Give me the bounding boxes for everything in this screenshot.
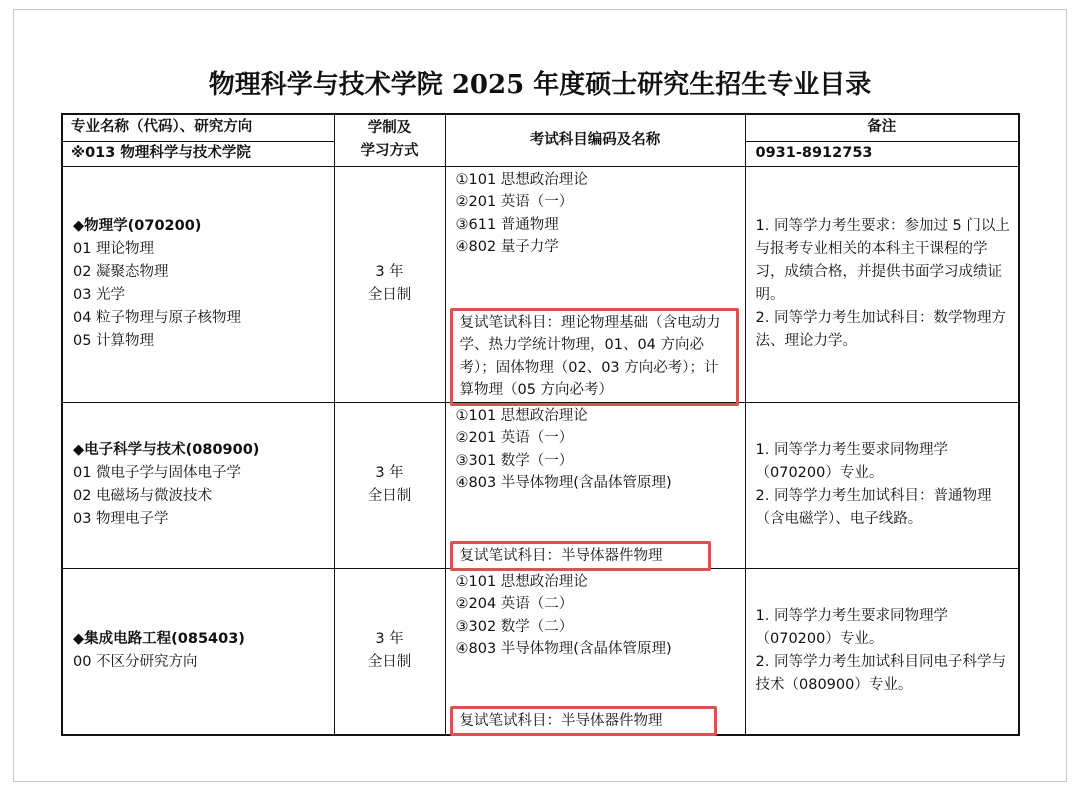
exam-subject: ①101 思想政治理论 bbox=[455, 171, 588, 188]
retest-subject-highlight: 复试笔试科目：理论物理基础（含电动力学、热力学统计物理，01、04 方向必考）；固体物理（02、03 方向必考）；计算物理（05 方向必考） bbox=[450, 308, 739, 406]
note-item: 1. 同等学力考生要求同物理学（070200）专业。 bbox=[755, 442, 948, 481]
notes-cell bbox=[745, 166, 1019, 402]
direction-item: 05 计算物理 bbox=[73, 333, 155, 349]
program-row bbox=[62, 402, 1019, 568]
header-study-line2: 学习方式 bbox=[360, 143, 419, 160]
study-mode: 全日制 bbox=[367, 488, 412, 504]
direction-item: 01 微电子学与固体电子学 bbox=[73, 465, 242, 481]
header-study-line1: 学制及 bbox=[367, 120, 412, 137]
school-name: ※013 物理科学与技术学院 bbox=[62, 141, 334, 166]
program-row bbox=[62, 568, 1019, 735]
exam-list bbox=[446, 569, 745, 661]
major-name: ◆集成电路工程(085403) bbox=[73, 631, 245, 648]
exam-list bbox=[446, 167, 745, 259]
direction-item: 02 电磁场与微波技术 bbox=[73, 488, 213, 504]
direction-item: 04 粒子物理与原子核物理 bbox=[73, 310, 242, 326]
exam-subject: ②201 英语（一） bbox=[455, 194, 574, 210]
exam-subject: ④803 半导体物理(含晶体管原理) bbox=[455, 475, 672, 491]
study-duration: 3 年 bbox=[375, 264, 404, 280]
exam-subject: ④803 半导体物理(含晶体管原理) bbox=[455, 641, 672, 657]
study-cell bbox=[334, 568, 445, 735]
direction-item: 02 凝聚态物理 bbox=[73, 264, 169, 280]
exam-subject: ③301 数学（一） bbox=[455, 452, 574, 469]
exam-cell bbox=[445, 568, 745, 735]
header-notes-column: 备注 bbox=[745, 114, 1019, 141]
major-name: ◆物理学(070200) bbox=[73, 218, 202, 234]
header-major-column: 专业名称（代码）、研究方向 bbox=[62, 114, 334, 141]
exam-cell bbox=[445, 402, 745, 568]
header-exam-column: 考试科目编码及名称 bbox=[445, 114, 745, 166]
major-cell bbox=[62, 402, 334, 568]
study-mode: 全日制 bbox=[367, 654, 412, 671]
study-duration: 3 年 bbox=[375, 465, 404, 481]
retest-subject-highlight: 复试笔试科目：半导体器件物理 bbox=[450, 541, 711, 572]
direction-item: 00 不区分研究方向 bbox=[73, 654, 198, 671]
study-duration: 3 年 bbox=[375, 631, 404, 648]
note-item: 2. 同等学力考生加试科目：数学物理方法、理论力学。 bbox=[755, 310, 1006, 349]
study-cell bbox=[334, 166, 445, 402]
exam-subject: ①101 思想政治理论 bbox=[455, 407, 588, 424]
exam-subject: ④802 量子力学 bbox=[455, 239, 559, 255]
exam-subject: ③302 数学（二） bbox=[455, 618, 574, 635]
direction-item: 03 物理电子学 bbox=[73, 511, 169, 527]
notes-cell bbox=[745, 402, 1019, 568]
major-cell bbox=[62, 166, 334, 402]
program-catalog-table bbox=[61, 113, 1020, 736]
header-study-column bbox=[334, 114, 445, 166]
exam-subject: ①101 思想政治理论 bbox=[455, 573, 588, 590]
direction-item: 03 光学 bbox=[73, 287, 126, 303]
program-row bbox=[62, 166, 1019, 402]
exam-list bbox=[446, 403, 745, 495]
note-item: 1. 同等学力考生要求同物理学（070200）专业。 bbox=[755, 608, 948, 648]
note-item: 2. 同等学力考生加试科目：普通物理（含电磁学）、电子线路。 bbox=[755, 488, 992, 527]
page-title: 物理科学与技术学院 2025 年度硕士研究生招生专业目录 bbox=[208, 70, 872, 100]
major-name: ◆电子科学与技术(080900) bbox=[73, 442, 260, 458]
note-item: 2. 同等学力考生加试科目同电子科学与技术（080900）专业。 bbox=[755, 654, 1006, 694]
study-mode: 全日制 bbox=[367, 287, 412, 303]
study-cell bbox=[334, 402, 445, 568]
notes-cell bbox=[745, 568, 1019, 735]
direction-item: 01 理论物理 bbox=[73, 241, 155, 257]
note-item: 1. 同等学力考生要求：参加过 5 门以上与报考专业相关的本科主干课程的学习，成绩合格，并提供书面学习成绩证明。 bbox=[755, 218, 1010, 303]
exam-cell bbox=[445, 166, 745, 402]
exam-subject: ②201 英语（一） bbox=[455, 430, 574, 446]
school-phone: 0931-8912753 bbox=[745, 141, 1019, 166]
exam-subject: ②204 英语（二） bbox=[455, 596, 574, 612]
retest-subject-highlight: 复试笔试科目：半导体器件物理 bbox=[450, 706, 717, 737]
major-cell bbox=[62, 568, 334, 735]
header-row bbox=[62, 114, 1019, 141]
exam-subject: ③611 普通物理 bbox=[455, 216, 559, 233]
